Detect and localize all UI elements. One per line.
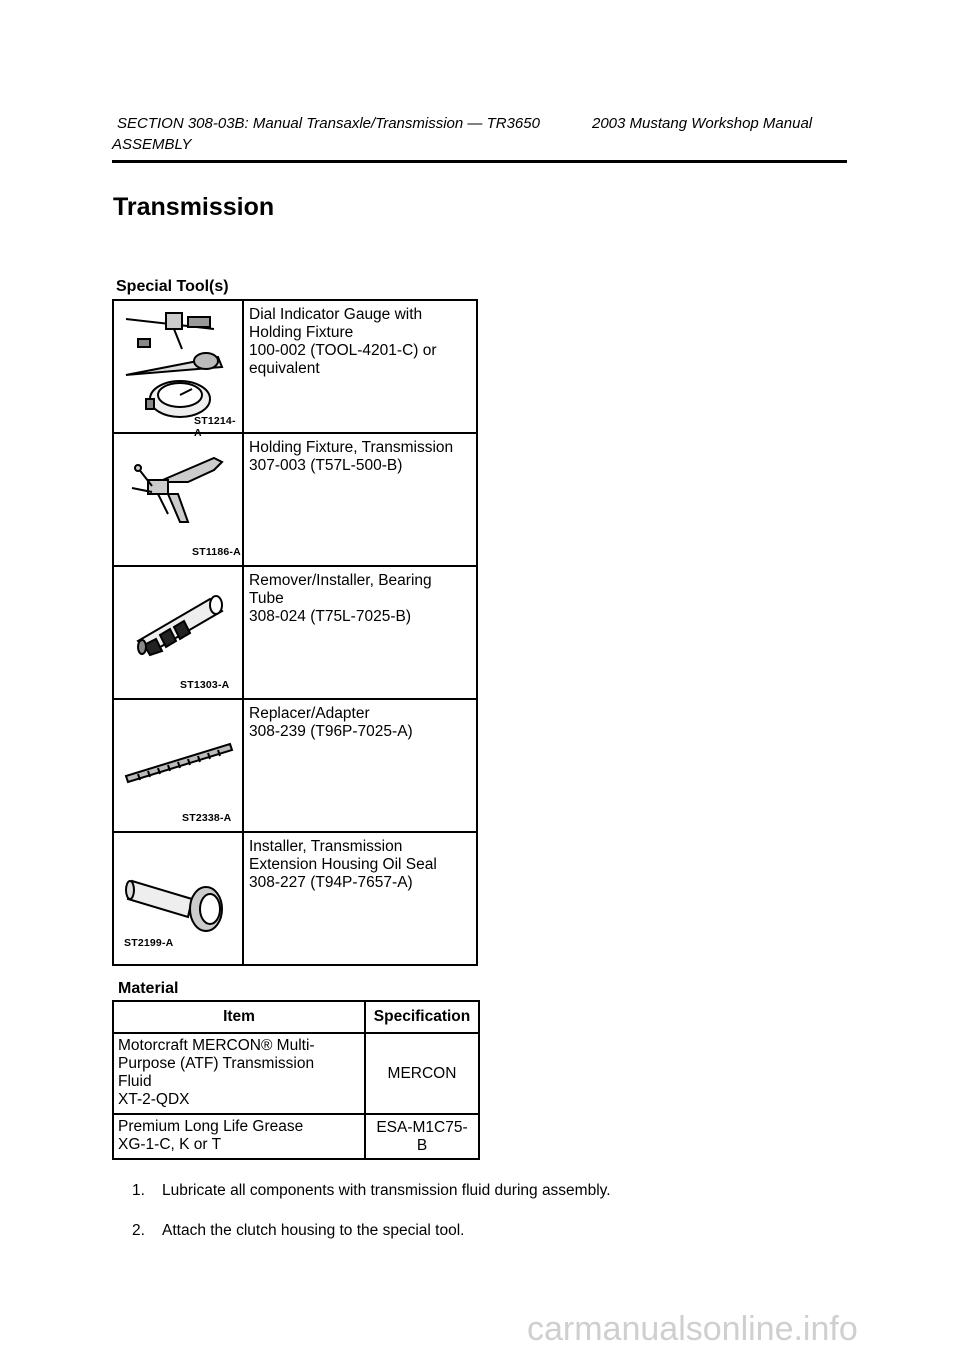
material-row xyxy=(113,1114,479,1159)
procedure-step xyxy=(132,1182,611,1200)
procedure-step xyxy=(132,1222,464,1240)
tool-description-line: 308-227 (T94P-7657-A) xyxy=(249,874,413,891)
bearing-tube-tool-icon xyxy=(118,571,238,689)
tool-description-line: Tube xyxy=(249,590,284,607)
tool-description xyxy=(243,566,477,699)
tool-description-line: Holding Fixture, Transmission xyxy=(249,439,454,456)
tool-description xyxy=(243,433,477,566)
material-spec-line: B xyxy=(416,1136,428,1154)
tool-description xyxy=(243,832,477,965)
material-item-line: Purpose (ATF) Transmission xyxy=(118,1055,315,1072)
dial-indicator-icon xyxy=(118,305,238,423)
spec-column-header: Specification xyxy=(365,1001,479,1033)
tool-description-line: 308-024 (T75L-7025-B) xyxy=(249,608,411,625)
tool-illustration-cell xyxy=(113,566,243,699)
material-item xyxy=(113,1033,365,1114)
material-item-line: XG-1-C, K or T xyxy=(118,1136,222,1153)
tool-description-line: Holding Fixture xyxy=(249,324,354,341)
replacer-adapter-icon xyxy=(118,704,238,822)
tool-description-line: equivalent xyxy=(249,360,320,377)
step-text: Attach the clutch housing to the special tool. xyxy=(162,1222,465,1239)
tool-row xyxy=(113,566,477,699)
tool-row xyxy=(113,300,477,433)
step-text: Lubricate all components with transmission fluid during assembly. xyxy=(162,1182,611,1199)
tool-description-line: Dial Indicator Gauge with xyxy=(249,306,423,323)
section-header: SECTION 308-03B: Manual Transaxle/Transmission — TR3650 xyxy=(117,115,540,132)
holding-fixture-icon xyxy=(118,438,238,556)
item-column-header: Item xyxy=(113,1001,365,1033)
material-item-line: Motorcraft MERCON® Multi- xyxy=(118,1037,315,1054)
tool-row xyxy=(113,433,477,566)
tool-description-line: Replacer/Adapter xyxy=(249,705,370,722)
tool-row xyxy=(113,832,477,965)
header-rule xyxy=(112,160,847,163)
material-item-line: Fluid xyxy=(118,1073,152,1090)
tool-description-line: Remover/Installer, Bearing xyxy=(249,572,432,589)
material-spec-line: ESA-M1C75- xyxy=(376,1118,468,1136)
tool-illustration-cell xyxy=(113,300,243,439)
tool-description xyxy=(243,300,477,433)
tool-description-line: Installer, Transmission xyxy=(249,838,403,855)
special-tools-table xyxy=(112,299,478,966)
tool-row xyxy=(113,699,477,832)
watermark: carmanualsonline.info xyxy=(527,1310,858,1348)
material-spec xyxy=(365,1114,479,1159)
step-number: 1. xyxy=(132,1182,145,1199)
tool-illustration-cell xyxy=(113,699,243,832)
material-spec-line: MERCON xyxy=(387,1064,457,1082)
material-item xyxy=(113,1114,365,1159)
tool-code-label: ST2338-A xyxy=(182,812,232,824)
tool-description-line: Extension Housing Oil Seal xyxy=(249,856,437,873)
material-table xyxy=(112,1000,480,1160)
page-title: Transmission xyxy=(113,193,275,221)
tool-code-label: ST1303-A xyxy=(180,679,230,691)
material-spec xyxy=(365,1033,479,1114)
tool-code-label: ST1186-A xyxy=(192,546,241,558)
tool-illustration-cell xyxy=(113,433,243,566)
material-heading: Material xyxy=(118,980,179,997)
tool-illustration-cell xyxy=(113,832,243,965)
material-header-row xyxy=(113,1001,479,1033)
tool-description-line: 307-003 (T57L-500-B) xyxy=(249,457,403,474)
material-row xyxy=(113,1033,479,1114)
tool-description-line: 100-002 (TOOL-4201-C) or xyxy=(249,342,437,359)
tool-code-label: ST2199-A xyxy=(124,937,174,949)
tool-description-line: 308-239 (T96P-7025-A) xyxy=(249,723,413,740)
tool-description xyxy=(243,699,477,832)
material-item-line: Premium Long Life Grease xyxy=(118,1118,304,1135)
manual-title: 2003 Mustang Workshop Manual xyxy=(592,115,813,132)
special-tools-heading: Special Tool(s) xyxy=(116,278,229,295)
step-number: 2. xyxy=(132,1222,145,1239)
tool-code-label: ST1214-A xyxy=(194,415,236,439)
material-item-line: XT-2-QDX xyxy=(118,1091,190,1108)
subsection-label: ASSEMBLY xyxy=(112,136,192,153)
